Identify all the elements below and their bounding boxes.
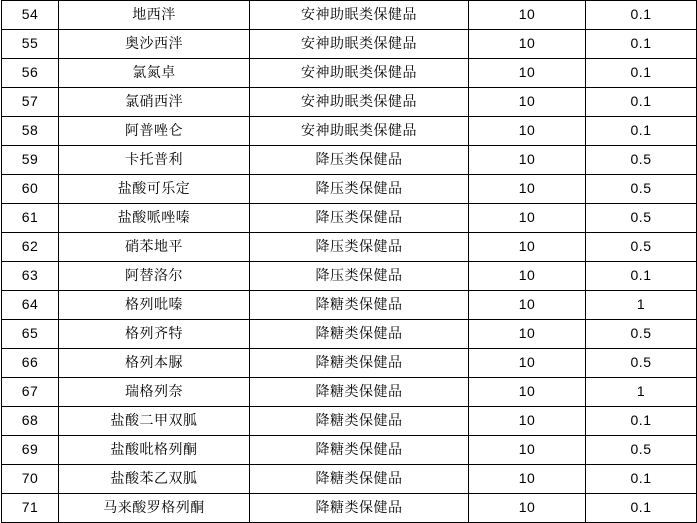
table-row (2, 88, 697, 117)
cell-index: 71 (2, 494, 59, 523)
table-row (2, 146, 697, 175)
cell-name: 格列本脲 (59, 349, 250, 378)
table-row (2, 378, 697, 407)
cell-category: 降糖类保健品 (250, 291, 469, 320)
cell-index: 57 (2, 88, 59, 117)
cell-qty: 10 (469, 349, 586, 378)
cell-qty: 10 (469, 175, 586, 204)
cell-category: 降压类保健品 (250, 175, 469, 204)
cell-index: 67 (2, 378, 59, 407)
cell-qty: 10 (469, 378, 586, 407)
cell-name: 奥沙西泮 (59, 30, 250, 59)
cell-name: 氯硝西泮 (59, 88, 250, 117)
cell-name: 格列齐特 (59, 320, 250, 349)
cell-category: 降糖类保健品 (250, 465, 469, 494)
cell-category: 降压类保健品 (250, 233, 469, 262)
cell-name: 硝苯地平 (59, 233, 250, 262)
cell-index: 55 (2, 30, 59, 59)
cell-name: 阿替洛尔 (59, 262, 250, 291)
cell-index: 58 (2, 117, 59, 146)
cell-category: 降糖类保健品 (250, 407, 469, 436)
cell-name: 瑞格列奈 (59, 378, 250, 407)
cell-value: 0.5 (586, 175, 697, 204)
cell-value: 0.1 (586, 465, 697, 494)
table-row (2, 233, 697, 262)
cell-category: 降压类保健品 (250, 204, 469, 233)
cell-index: 60 (2, 175, 59, 204)
cell-qty: 10 (469, 30, 586, 59)
cell-category: 降压类保健品 (250, 146, 469, 175)
cell-qty: 10 (469, 494, 586, 523)
table-row (2, 117, 697, 146)
table-row (2, 494, 697, 523)
cell-index: 65 (2, 320, 59, 349)
cell-qty: 10 (469, 233, 586, 262)
table-row (2, 1, 697, 30)
cell-value: 0.5 (586, 204, 697, 233)
table-row (2, 59, 697, 88)
cell-index: 68 (2, 407, 59, 436)
cell-name: 地西泮 (59, 1, 250, 30)
cell-index: 70 (2, 465, 59, 494)
cell-qty: 10 (469, 59, 586, 88)
cell-qty: 10 (469, 117, 586, 146)
cell-value: 0.1 (586, 407, 697, 436)
cell-qty: 10 (469, 88, 586, 117)
cell-category: 降压类保健品 (250, 262, 469, 291)
cell-category: 降糖类保健品 (250, 436, 469, 465)
cell-value: 0.5 (586, 436, 697, 465)
table-row (2, 320, 697, 349)
cell-value: 1 (586, 291, 697, 320)
cell-category: 降糖类保健品 (250, 349, 469, 378)
cell-category: 安神助眠类保健品 (250, 117, 469, 146)
table-row (2, 175, 697, 204)
table-row (2, 465, 697, 494)
cell-name: 格列吡嗪 (59, 291, 250, 320)
table-row (2, 349, 697, 378)
cell-category: 安神助眠类保健品 (250, 59, 469, 88)
cell-value: 0.5 (586, 233, 697, 262)
table-row (2, 436, 697, 465)
table-row (2, 291, 697, 320)
cell-name: 阿普唑仑 (59, 117, 250, 146)
cell-value: 0.1 (586, 30, 697, 59)
cell-qty: 10 (469, 146, 586, 175)
cell-name: 盐酸苯乙双胍 (59, 465, 250, 494)
cell-value: 0.1 (586, 494, 697, 523)
cell-name: 马来酸罗格列酮 (59, 494, 250, 523)
cell-index: 62 (2, 233, 59, 262)
cell-index: 56 (2, 59, 59, 88)
cell-name: 卡托普利 (59, 146, 250, 175)
cell-name: 盐酸哌唑嗪 (59, 204, 250, 233)
cell-category: 安神助眠类保健品 (250, 1, 469, 30)
table-row (2, 262, 697, 291)
cell-index: 64 (2, 291, 59, 320)
cell-index: 66 (2, 349, 59, 378)
cell-qty: 10 (469, 436, 586, 465)
cell-index: 63 (2, 262, 59, 291)
table-row (2, 407, 697, 436)
cell-value: 0.1 (586, 59, 697, 88)
cell-category: 安神助眠类保健品 (250, 88, 469, 117)
cell-index: 54 (2, 1, 59, 30)
cell-name: 盐酸吡格列酮 (59, 436, 250, 465)
data-table (1, 0, 697, 523)
cell-value: 0.1 (586, 88, 697, 117)
cell-index: 59 (2, 146, 59, 175)
cell-qty: 10 (469, 407, 586, 436)
cell-qty: 10 (469, 262, 586, 291)
cell-category: 安神助眠类保健品 (250, 30, 469, 59)
cell-value: 0.1 (586, 1, 697, 30)
cell-category: 降糖类保健品 (250, 320, 469, 349)
cell-value: 0.1 (586, 117, 697, 146)
cell-qty: 10 (469, 320, 586, 349)
cell-name: 盐酸二甲双胍 (59, 407, 250, 436)
cell-qty: 10 (469, 465, 586, 494)
cell-category: 降糖类保健品 (250, 494, 469, 523)
cell-name: 氯氮卓 (59, 59, 250, 88)
cell-qty: 10 (469, 204, 586, 233)
table-body (2, 1, 697, 523)
cell-qty: 10 (469, 1, 586, 30)
cell-qty: 10 (469, 291, 586, 320)
cell-category: 降糖类保健品 (250, 378, 469, 407)
table-row (2, 204, 697, 233)
cell-value: 0.5 (586, 320, 697, 349)
cell-value: 0.1 (586, 262, 697, 291)
cell-value: 0.5 (586, 349, 697, 378)
cell-value: 1 (586, 378, 697, 407)
cell-index: 61 (2, 204, 59, 233)
cell-name: 盐酸可乐定 (59, 175, 250, 204)
cell-value: 0.5 (586, 146, 697, 175)
cell-index: 69 (2, 436, 59, 465)
table-row (2, 30, 697, 59)
